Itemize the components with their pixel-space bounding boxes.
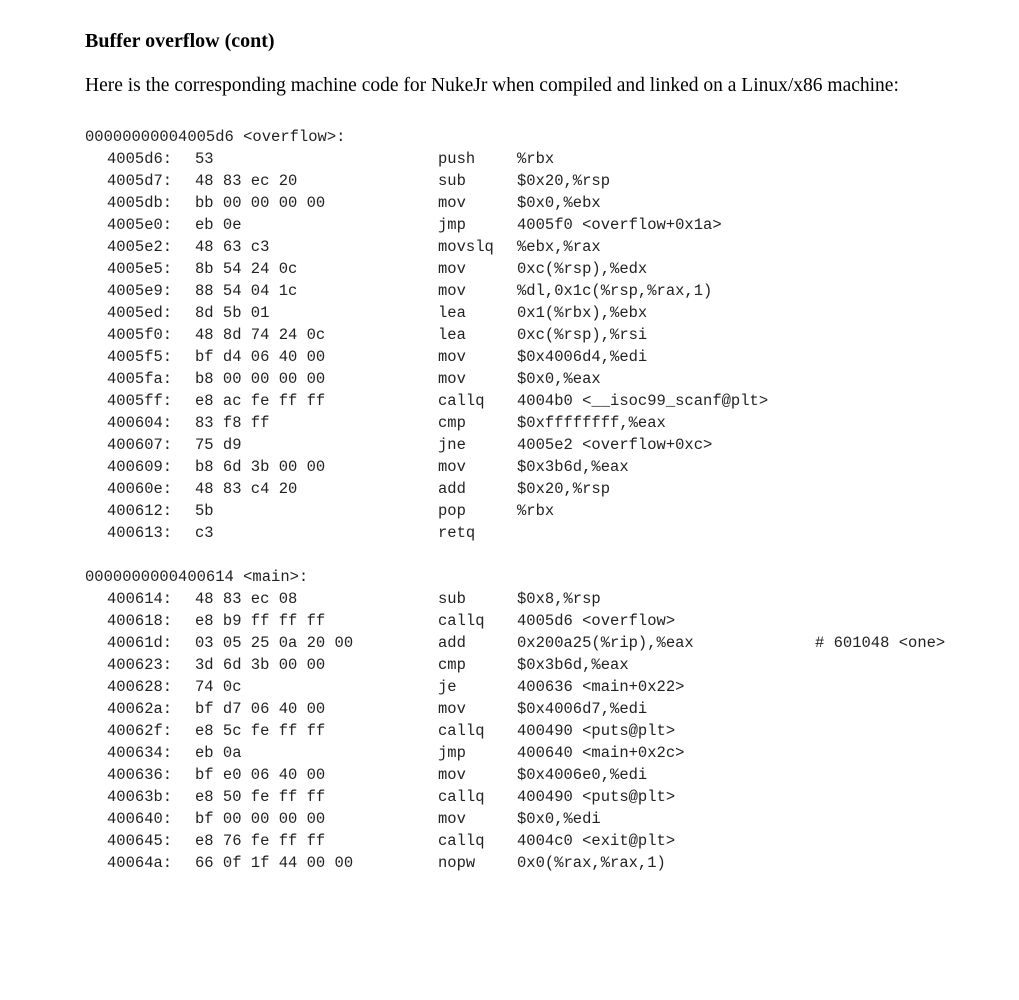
function-label-text: 0000000000400614 <main>: [85, 568, 309, 586]
instruction-bytes: 75 d9 [195, 436, 242, 454]
instruction-bytes: e8 50 fe ff ff [195, 788, 326, 806]
instruction-address: 4005e0: [107, 216, 173, 234]
instruction-bytes: eb 0a [195, 744, 242, 762]
instruction-address: 40061d: [107, 634, 173, 652]
instruction-mnemonic: callq [438, 612, 485, 630]
instruction-bytes: 8b 54 24 0c [195, 260, 298, 278]
instruction-address: 4005e9: [107, 282, 173, 300]
instruction-address: 400628: [107, 678, 173, 696]
instruction-operands: 4004c0 <exit@plt> [517, 832, 676, 850]
instruction-address: 400623: [107, 656, 173, 674]
instruction-mnemonic: callq [438, 722, 485, 740]
instruction-address: 40062a: [107, 700, 173, 718]
instruction-operands: 400490 <puts@plt> [517, 788, 676, 806]
instruction-bytes: bf e0 06 40 00 [195, 766, 326, 784]
instruction-bytes: 48 8d 74 24 0c [195, 326, 326, 344]
intro-text: Here is the corresponding machine code for NukeJr when compiled and linked on a Linux/x86 machine: [85, 75, 899, 96]
instruction-bytes: bf 00 00 00 00 [195, 810, 326, 828]
instruction-bytes: c3 [195, 524, 214, 542]
instruction-address: 4005f5: [107, 348, 173, 366]
instruction-bytes: 48 83 ec 08 [195, 590, 298, 608]
instruction-bytes: e8 ac fe ff ff [195, 392, 326, 410]
instruction-address: 400609: [107, 458, 173, 476]
instruction-address: 4005e5: [107, 260, 173, 278]
instruction-address: 4005ed: [107, 304, 173, 322]
instruction-operands: $0xffffffff,%eax [517, 414, 666, 432]
instruction-address: 400640: [107, 810, 173, 828]
instruction-bytes: 5b [195, 502, 214, 520]
instruction-operands: 0xc(%rsp),%edx [517, 260, 648, 278]
instruction-operands: 400490 <puts@plt> [517, 722, 676, 740]
instruction-bytes: 83 f8 ff [195, 414, 270, 432]
instruction-bytes: 48 83 ec 20 [195, 172, 298, 190]
instruction-operands: $0x8,%rsp [517, 590, 601, 608]
instruction-mnemonic: mov [438, 194, 466, 212]
instruction-bytes: 53 [195, 150, 214, 168]
instruction-address: 40062f: [107, 722, 173, 740]
instruction-bytes: e8 b9 ff ff ff [195, 612, 326, 630]
instruction-mnemonic: push [438, 150, 476, 168]
instruction-address: 40063b: [107, 788, 173, 806]
instruction-operands: %dl,0x1c(%rsp,%rax,1) [517, 282, 713, 300]
instruction-address: 4005f0: [107, 326, 173, 344]
instruction-mnemonic: callq [438, 832, 485, 850]
instruction-operands: 400636 <main+0x22> [517, 678, 685, 696]
instruction-address: 400612: [107, 502, 173, 520]
instruction-address: 400607: [107, 436, 173, 454]
instruction-mnemonic: mov [438, 458, 466, 476]
instruction-mnemonic: lea [438, 326, 466, 344]
instruction-mnemonic: jmp [438, 216, 466, 234]
instruction-mnemonic: add [438, 634, 466, 652]
instruction-bytes: 66 0f 1f 44 00 00 [195, 854, 354, 872]
function-label-text: 00000000004005d6 <overflow>: [85, 128, 346, 146]
instruction-bytes: 03 05 25 0a 20 00 [195, 634, 354, 652]
instruction-operands: $0x20,%rsp [517, 480, 611, 498]
instruction-address: 4005ff: [107, 392, 173, 410]
instruction-operands: %ebx,%rax [517, 238, 601, 256]
instruction-address: 4005d6: [107, 150, 173, 168]
instruction-bytes: b8 00 00 00 00 [195, 370, 326, 388]
instruction-operands: $0x0,%edi [517, 810, 601, 828]
instruction-bytes: 3d 6d 3b 00 00 [195, 656, 326, 674]
instruction-operands: $0x3b6d,%eax [517, 656, 629, 674]
instruction-mnemonic: pop [438, 502, 466, 520]
instruction-bytes: eb 0e [195, 216, 242, 234]
instruction-address: 40064a: [107, 854, 173, 872]
instruction-mnemonic: retq [438, 524, 476, 542]
instruction-operands: 0xc(%rsp),%rsi [517, 326, 648, 344]
instruction-address: 4005d7: [107, 172, 173, 190]
instruction-mnemonic: mov [438, 700, 466, 718]
instruction-bytes: e8 5c fe ff ff [195, 722, 326, 740]
instruction-address: 4005db: [107, 194, 173, 212]
instruction-mnemonic: sub [438, 172, 466, 190]
instruction-bytes: 8d 5b 01 [195, 304, 270, 322]
instruction-bytes: 48 83 c4 20 [195, 480, 298, 498]
instruction-operands: %rbx [517, 150, 555, 168]
instruction-bytes: 88 54 04 1c [195, 282, 298, 300]
instruction-mnemonic: jmp [438, 744, 466, 762]
instruction-address: 4005fa: [107, 370, 173, 388]
instruction-bytes: bf d7 06 40 00 [195, 700, 326, 718]
instruction-operands: $0x20,%rsp [517, 172, 611, 190]
instruction-mnemonic: cmp [438, 656, 466, 674]
instruction-operands: 400640 <main+0x2c> [517, 744, 685, 762]
instruction-operands: $0x0,%ebx [517, 194, 601, 212]
instruction-mnemonic: add [438, 480, 466, 498]
instruction-mnemonic: je [438, 678, 457, 696]
instruction-bytes: bf d4 06 40 00 [195, 348, 326, 366]
instruction-operands: 4005d6 <overflow> [517, 612, 676, 630]
instruction-comment: # 601048 <one> [815, 634, 946, 652]
instruction-mnemonic: callq [438, 788, 485, 806]
instruction-mnemonic: lea [438, 304, 466, 322]
instruction-bytes: 74 0c [195, 678, 242, 696]
instruction-operands: 4005f0 <overflow+0x1a> [517, 216, 722, 234]
page-title: Buffer overflow (cont) [85, 30, 275, 52]
instruction-mnemonic: nopw [438, 854, 476, 872]
instruction-bytes: 48 63 c3 [195, 238, 270, 256]
instruction-operands: 0x200a25(%rip),%eax [517, 634, 694, 652]
instruction-operands: $0x4006d7,%edi [517, 700, 648, 718]
instruction-mnemonic: mov [438, 810, 466, 828]
instruction-mnemonic: movslq [438, 238, 494, 256]
instruction-address: 40060e: [107, 480, 173, 498]
instruction-mnemonic: mov [438, 370, 466, 388]
instruction-mnemonic: sub [438, 590, 466, 608]
instruction-mnemonic: mov [438, 260, 466, 278]
instruction-bytes: b8 6d 3b 00 00 [195, 458, 326, 476]
instruction-operands: $0x4006d4,%edi [517, 348, 648, 366]
instruction-operands: $0x0,%eax [517, 370, 601, 388]
instruction-address: 4005e2: [107, 238, 173, 256]
instruction-address: 400618: [107, 612, 173, 630]
instruction-address: 400614: [107, 590, 173, 608]
instruction-operands: 4004b0 <__isoc99_scanf@plt> [517, 392, 769, 410]
instruction-operands: %rbx [517, 502, 555, 520]
instruction-mnemonic: mov [438, 348, 466, 366]
instruction-address: 400636: [107, 766, 173, 784]
instruction-operands: 4005e2 <overflow+0xc> [517, 436, 713, 454]
instruction-operands: $0x3b6d,%eax [517, 458, 629, 476]
instruction-operands: 0x0(%rax,%rax,1) [517, 854, 666, 872]
instruction-address: 400634: [107, 744, 173, 762]
instruction-mnemonic: callq [438, 392, 485, 410]
instruction-mnemonic: jne [438, 436, 466, 454]
instruction-mnemonic: mov [438, 282, 466, 300]
instruction-address: 400604: [107, 414, 173, 432]
instruction-operands: 0x1(%rbx),%ebx [517, 304, 648, 322]
instruction-mnemonic: mov [438, 766, 466, 784]
instruction-bytes: bb 00 00 00 00 [195, 194, 326, 212]
instruction-address: 400613: [107, 524, 173, 542]
instruction-operands: $0x4006e0,%edi [517, 766, 648, 784]
instruction-bytes: e8 76 fe ff ff [195, 832, 326, 850]
instruction-address: 400645: [107, 832, 173, 850]
instruction-mnemonic: cmp [438, 414, 466, 432]
